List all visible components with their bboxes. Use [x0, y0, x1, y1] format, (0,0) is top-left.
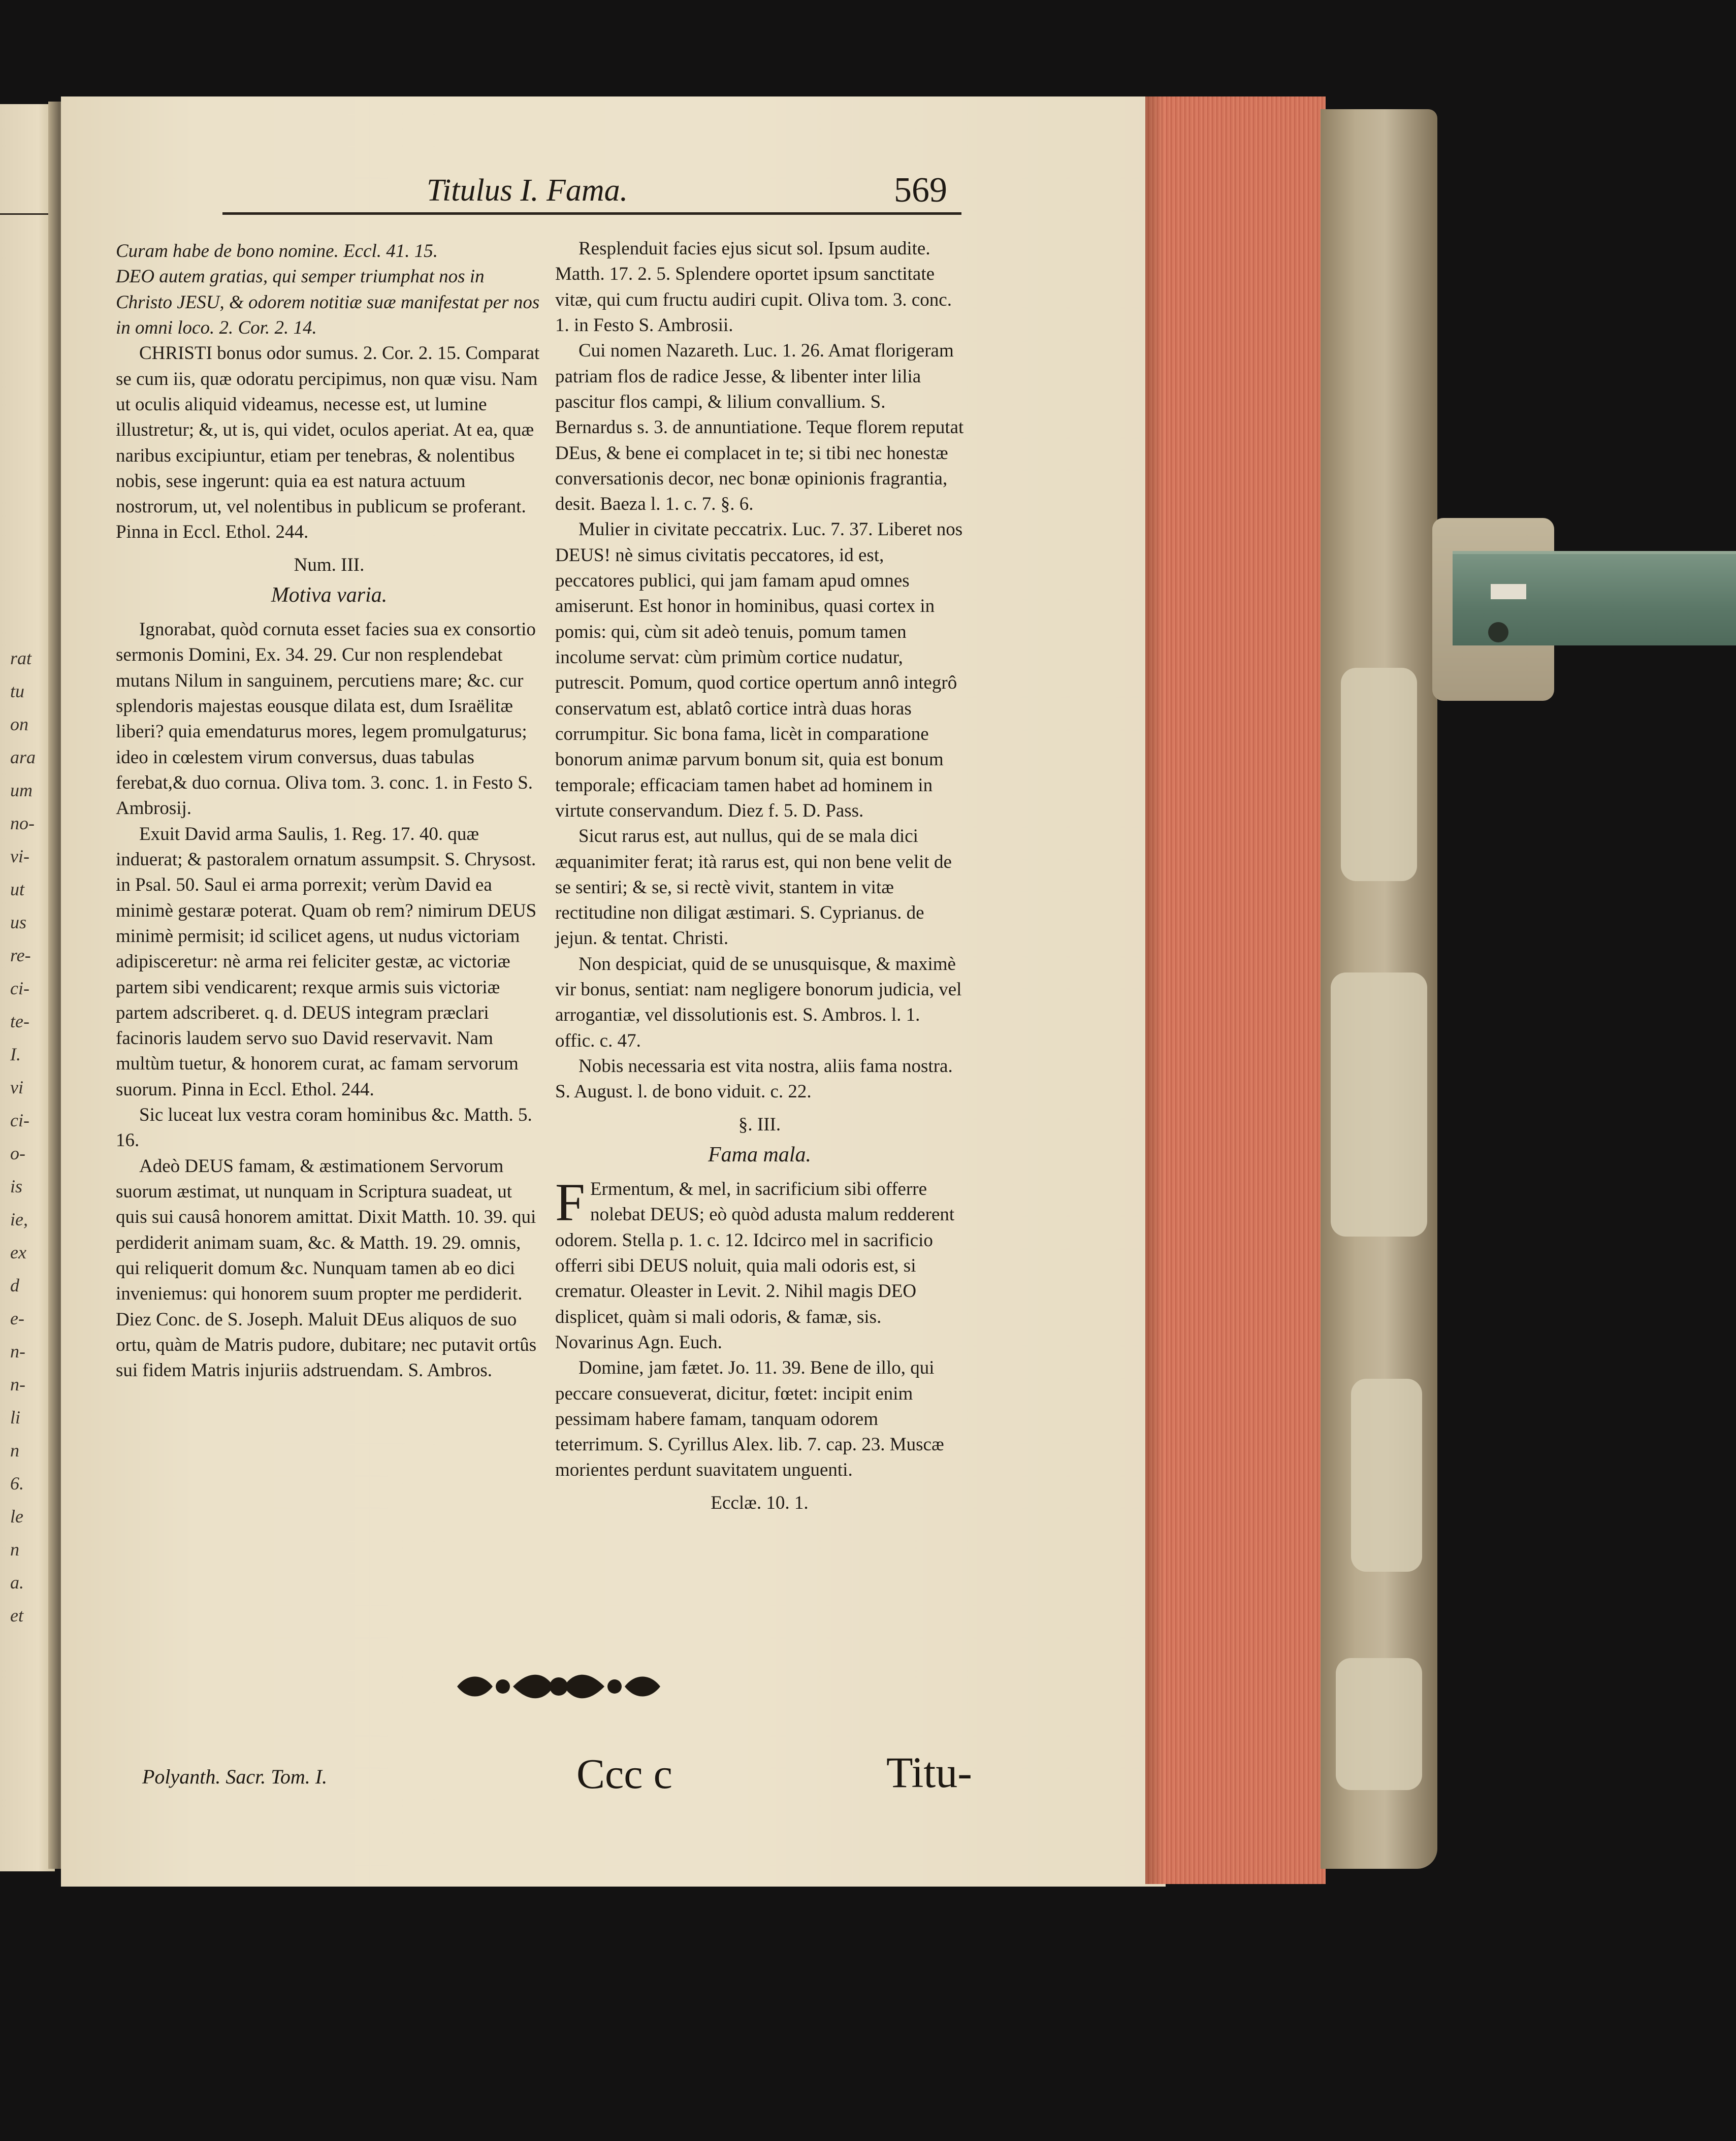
paragraph: DEO autem gratias, qui semper triumphat nos in Christo JESU, & odorem notitiæ suæ manifestat per nos in omni loco. 2. Cor. 2. 14.	[116, 266, 540, 338]
red-page-edges	[1145, 96, 1326, 1884]
left-page-fragment: ut	[10, 879, 25, 899]
left-page-fragment: li	[10, 1407, 21, 1428]
paragraph: Ignorabat, quòd cornuta esset facies sua ex consortio sermonis Domini, Ex. 34. 29. Cur non resplendebat mutans Nilum in sanguinem, percutiens mare; &c. cur splendoris majestas eousque dilata est, dum Israëlitæ liberi? quia emendaturus mores, legem promulgaturus; ideo in cœlestem virum conversus, duas tabulas ferebat,& duo cornua. Oliva tom. 3. conc. 1. in Festo S. Ambrosij.	[116, 619, 536, 819]
left-page-fragment: ara	[10, 747, 36, 767]
header-rule	[222, 212, 961, 215]
left-page-fragment: et	[10, 1605, 23, 1626]
paragraph: Motiva varia.	[271, 583, 388, 607]
left-page-fragment: ci-	[10, 978, 29, 998]
paragraph: CHRISTI bonus odor sumus. 2. Cor. 2. 15. Comparat se cum iis, quæ odoratu percipimus, non quæ visu. Nam ut oculis aliquid videamus, necesse est, ut lumine illustretur; &, ut is, qui videt, oculos aperiat. At ea, quæ naribus excipiuntur, etiam per tenebras, & nolentibus nobis, sese ingerunt: quia ea est natura actuum nostrorum, ut, vel nolentibus in publicum se proferant. Pinna in Eccl. Ethol. 244.	[116, 343, 540, 543]
left-page-fragment: o-	[10, 1143, 25, 1163]
left-page-fragment: on	[10, 714, 28, 734]
left-page-fragment: d	[10, 1275, 19, 1295]
facing-left-page	[0, 104, 55, 1871]
paragraph: Num. III.	[294, 554, 365, 575]
footer-title: Polyanth. Sacr. Tom. I.	[142, 1765, 328, 1788]
left-page-fragment: n-	[10, 1374, 25, 1394]
left-page-fragment: ci-	[10, 1110, 29, 1130]
dropcap-paragraph-text: Ermentum, & mel, in sacrificium sibi offerre nolebat DEUS; eò quòd adusta malum redderent odorem. Stella p. 1. c. 12. Idcirco mel in sacrificio offerri sibi DEUS noluit, quia mali odoris est, si crematur. Oleaster in Levit. 2. Nihil magis DEO displicet, quàm si mali odoris, & famæ, sis. Novarinus Agn. Euch.	[555, 1179, 955, 1353]
left-page-fragment: 6.	[10, 1473, 24, 1494]
paragraph: Mulier in civitate peccatrix. Luc. 7. 37. Liberet nos DEUS! nè simus civitatis peccatores, id est, peccatores publici, qui jam famam apud omnes amiserunt. Est honor in hominibus, quasi cortex in pomis: qui, cùm sit adeò tenuis, pomum tamen incolume servat: cùm primùm cortice nudatur, putrescit. Pomum, quod cortice opertum annô integrô conservatum est, ablatô cortice intrà duas horas corrumpitur. Sic bona fama, licèt in comparatione bonorum animæ parvum bonum sit, quia est bonum temporale; efficaciam tamen habet ad hominem in virtute conservandum. Diez f. 5. D. Pass.	[555, 519, 963, 821]
left-page-fragment: ex	[10, 1242, 26, 1262]
page-number: 569	[894, 171, 947, 210]
left-page-fragment: rat	[10, 648, 32, 668]
left-page-fragment: um	[10, 780, 33, 800]
worn-cover-board	[1321, 109, 1437, 1869]
paragraph: Sic luceat lux vestra coram hominibus &c. Matth. 5. 16.	[116, 1105, 532, 1151]
running-title: Titulus I. Fama.	[427, 173, 628, 208]
left-page-fragment: is	[10, 1176, 23, 1196]
paragraph: Curam habe de bono nomine. Eccl. 41. 15.	[116, 241, 438, 262]
clasp-paper-label	[1491, 584, 1526, 599]
paragraph: Non despiciat, quid de se unusquisque, & maximè vir bonus, sentiat: nam negligere bonorum judicia, vel arrogantiæ, vel dissolutionis est. S. Ambros. l. 1. offic. c. 47.	[555, 953, 962, 1051]
left-page-fragment: n-	[10, 1341, 25, 1361]
left-page-rule	[0, 213, 51, 215]
left-column	[116, 239, 542, 1384]
left-page-fragment: re-	[10, 945, 31, 965]
paragraph: Resplenduit facies ejus sicut sol. Ipsum audite. Matth. 17. 2. 5. Splendere oportet ipsum sanctitate vitæ, qui cum fructu audiri cupit. Oliva tom. 3. conc. 1. in Festo S. Ambrosii.	[555, 238, 952, 336]
left-page-fragment: us	[10, 912, 27, 932]
left-page-fragment: a.	[10, 1572, 24, 1593]
left-page-fragment: I.	[10, 1044, 21, 1064]
left-page-fragment: vi	[10, 1077, 23, 1097]
left-page-fragment: tu	[10, 681, 25, 701]
paragraph: §. III.	[738, 1114, 781, 1135]
left-page-fragment: le	[10, 1506, 23, 1527]
page-edge-shadow	[1145, 96, 1166, 1884]
left-page-fragment: e-	[10, 1308, 24, 1328]
paragraph: Domine, jam fætet. Jo. 11. 39. Bene de illo, qui peccare consueverat, dicitur, fœtet: incipit enim pessimam habere famam, tanquam odorem teterrimum. S. Cyrillus Alex. lib. 7. cap. 23. Muscæ morientes perdunt suavitatem unguenti.	[555, 1357, 944, 1481]
catchword: Titu-	[886, 1748, 972, 1797]
left-page-fragment: ie,	[10, 1209, 28, 1229]
left-page-fragment: no-	[10, 813, 35, 833]
left-page-fragment: n	[10, 1539, 19, 1560]
signature-mark: Ccc c	[576, 1750, 672, 1798]
right-column	[555, 236, 964, 1519]
paragraph: Exuit David arma Saulis, 1. Reg. 17. 40. quæ induerat; & pastoralem ornatum assumpsit. S. Chrysost. in Psal. 50. Saul ei arma porrexit; verùm David ea minimè gestaræ poterat. Quam ob rem? nimirum DEUS minimè permisit; id scilicet agens, ut nudus victoriam adipisceretur: nè arma rei feliciter gestæ, ac victoriæ partem sibi vendicarent; rexque armis suis victoriæ partem adscriberet. q. d. DEUS integram præclari facinoris laudem servo suo David reservavit. Nam multùm tuetur, & honorem curat, ac famam servorum suorum. Pinna in Eccl. Ethol. 244.	[116, 823, 537, 1100]
paragraph: Fama mala.	[708, 1143, 811, 1166]
drop-cap: F	[555, 1173, 585, 1232]
paragraph: Adeò DEUS famam, & æstimationem Servorum suorum æstimat, ut nunquam in Scriptura suadeat, ut quis sui causâ honorem amittat. Dixit Matth. 10. 39. qui perdiderit animam suam, &c. & Matth. 19. 29. omnis, qui reliquerit domum &c. Nunquam tamen ab eo dici inveniemus: qui honorem suum propter me perdiderit. Diez Conc. de S. Joseph. Maluit DEus aliquos de suo ortu, quàm de Matris pudore, dubitare; nec putavit ortûs sui fidem Matris injuriis adstruendam. S. Ambros.	[116, 1155, 537, 1381]
paragraph: Nobis necessaria est vita nostra, aliis fama nostra. S. August. l. de bono viduit. c. 22.	[555, 1056, 953, 1102]
paragraph: Ecclæ. 10. 1.	[711, 1492, 809, 1513]
left-page-fragment: vi-	[10, 846, 29, 866]
printers-ornament	[452, 1671, 665, 1702]
left-page-fragment: te-	[10, 1011, 29, 1031]
paragraph	[555, 1173, 964, 1355]
paragraph: Sicut rarus est, aut nullus, qui de se mala dici æquanimiter ferat; ità rarus est, qui non bene velit de se sentiri; & se, si rectè vivit, stantem in vitæ rectitudine non diligat æstimari. S. Cyprianus. de jejun. & tentat. Christi.	[555, 826, 952, 949]
left-page-fragment: n	[10, 1440, 19, 1461]
paragraph: Cui nomen Nazareth. Luc. 1. 26. Amat florigeram patriam flos de radice Jesse, & libenter inter lilia pascitur flos campi, & lilium convallium. S. Bernardus s. 3. de annuntiatione. Teque florem reputat DEus, & bene ei complacet in te; si tibi nec honestæ conversationis decor, nec bonæ opinionis fragrantia, desit. Baeza l. 1. c. 7. §. 6.	[555, 340, 964, 515]
clasp-rivet-hole	[1488, 622, 1508, 642]
